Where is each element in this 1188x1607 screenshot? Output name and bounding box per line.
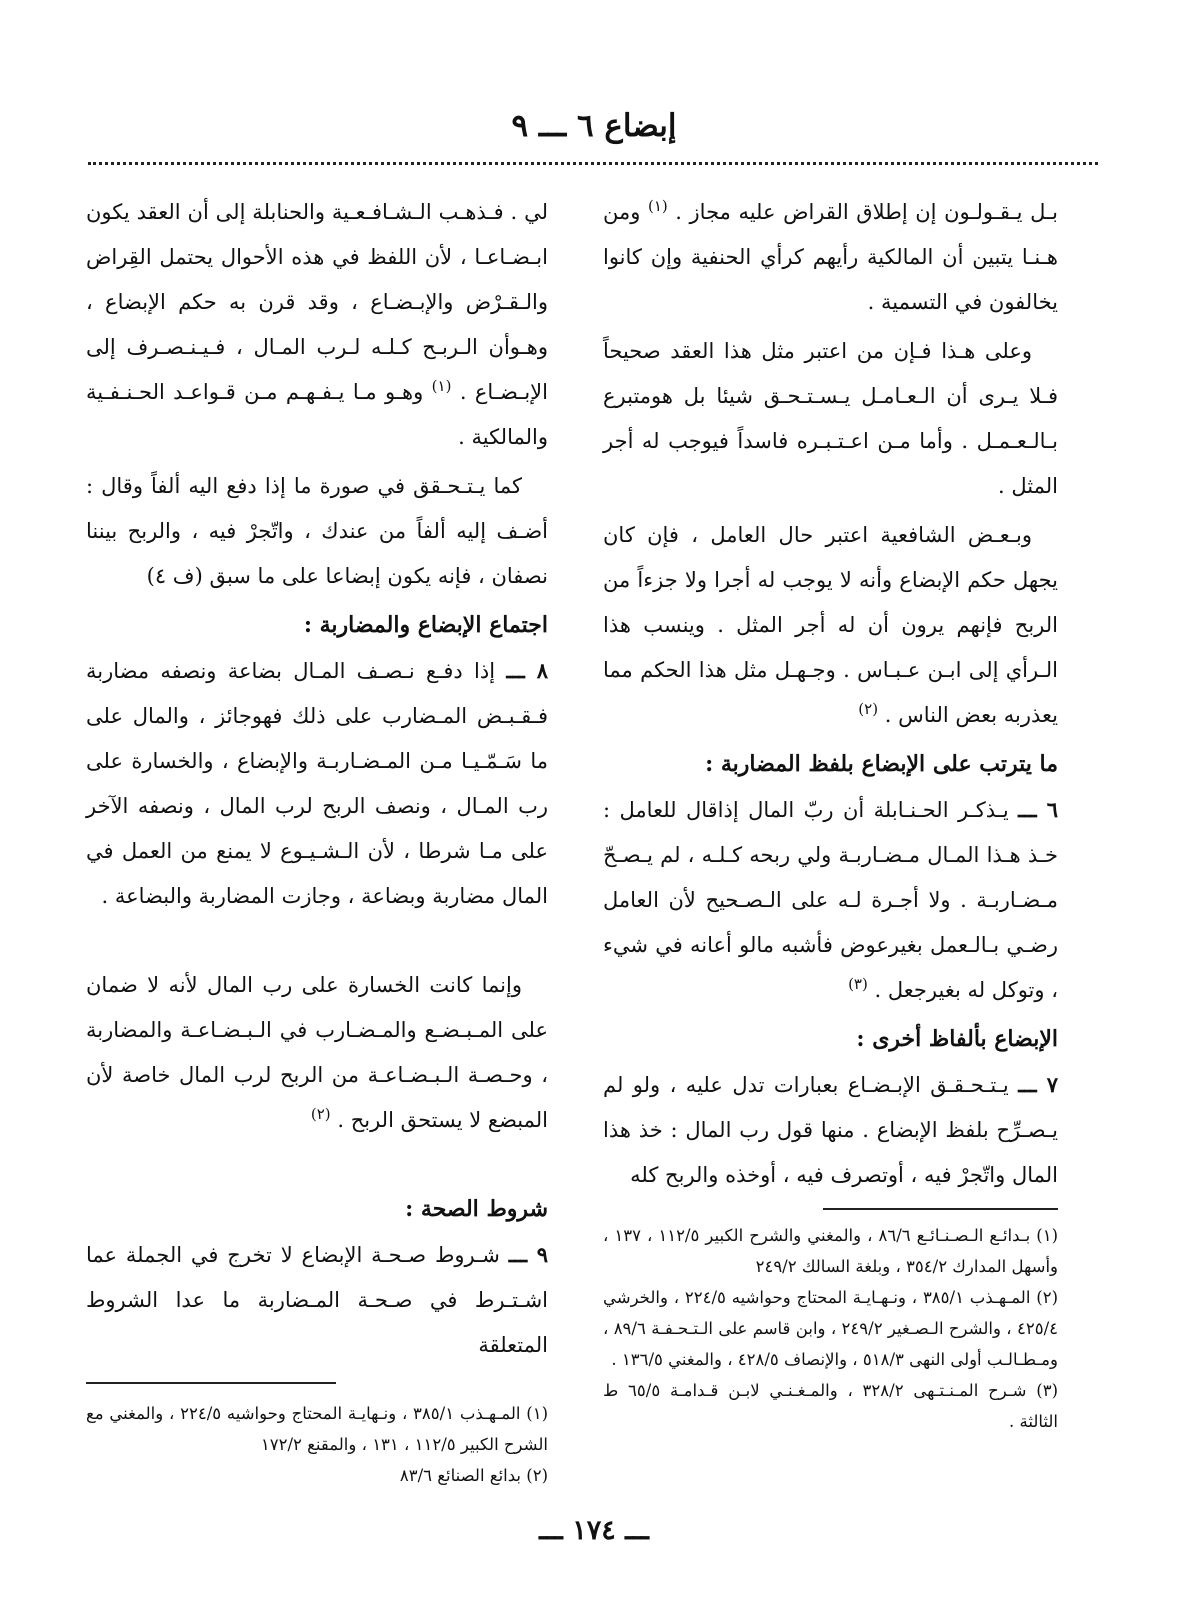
paragraph-text: إذا دفـع نـصـف المـال بضاعة ونصفه مضاربة فـقـبـض المـضارب على ذلك فهوجائز ، والمال على ما سَـمّـيـا مـن المـضـاربـة والإبضاع ، والخسارة على رب المـال ، ونصف الربح لرب المال ، ونصفه الآخر على مـا شرطا ، لأن الـشـيـوع لا يمنع من العمل في المال مضاربة وبضاعة ، وجازت المضاربة والبضاعة . xyxy=(86,659,548,908)
paragraph-text: وبـعـض الشافعية اعتبر حال العامل ، فإن كان يجهل حكم الإبضاع وأنه لا يوجب له أجرا ولا جزءاً من الربح فإنهم يرون أن له أجر المثل . وينسب هذا الـرأي إلى ابـن عـبـاس . وجـهـل مثل هذا الحكم مما يعذربه بعض الناس . xyxy=(603,523,1058,727)
footnote-ref: (٢) xyxy=(310,1105,331,1123)
paragraph-text: لي . فـذهـب الـشـافـعـية والحنابلة إلى أن العقد يكون ابـضـاعـا ، لأن اللفظ في هذه الأحوال يحتمل القِراض والـقـرْض والإبـضـاع ، وقد قرن به حكم الإبضاع ، وهـوأن الـربـح كـلـه لـرب المـال ، فـيـنـصـرف إلى الإبـضـاع . xyxy=(86,200,548,404)
left-column xyxy=(86,190,548,1491)
footnote: (٢) بدائع الصنائع ٨٣/٦ xyxy=(399,1466,548,1485)
paragraph xyxy=(86,190,548,460)
footnote-ref: (١) xyxy=(431,377,452,395)
paragraph: كما يـتـحـقق في صورة ما إذا دفع اليه ألفاً وقال : أضـف إليه ألفاً من عندك ، واتّجرْ فيه ، والربح بيننا نصفان ، فإنه يكون إبضاعا على ما سبق (ف ٤) xyxy=(86,474,548,588)
section-heading: ما يترتب على الإبضاع بلفظ المضاربة : xyxy=(705,751,1058,777)
section-heading: شروط الصحة : xyxy=(405,1196,548,1222)
header-divider xyxy=(88,162,1098,165)
right-column xyxy=(603,190,1058,1437)
footnotes xyxy=(603,1220,1058,1437)
paragraph xyxy=(603,190,1058,325)
paragraph-section-7 xyxy=(603,1062,1058,1198)
section-heading: الإبضاع بألفاظ أخرى : xyxy=(856,1026,1058,1052)
spacer xyxy=(86,1147,548,1187)
section-number: ٦ ـــ xyxy=(1018,797,1058,822)
paragraph-text: بـل يـقـولـون إن إطلاق القراض عليه مجاز . xyxy=(675,200,1058,224)
footnotes xyxy=(86,1398,548,1491)
paragraph-text: يـتـحـقـق الإبـضـاع بعبارات تدل عليه ، ولو لم يـصـرِّح بلفظ الإبضاع . منها قول رب المال : خذ هذا المال واتّجرْ فيه ، أوتصرف فيه ، أوخذه والربح كله xyxy=(603,1073,1058,1187)
paragraph-section-8 xyxy=(86,648,548,919)
paragraph-text: يـذكـر الحـنـابلة أن ربّ المال إذاقال للعامل : خـذ هـذا المـال مـضـاربـة ولي ربحه كـلـه ، لم يـصـحّ مـضـاربـة . ولا أجـرة لـه على الـصـحيح لأن العامل رضـي بـالـعمل بغيرعوض فأشبه مالو أعانه في شيء ، وتوكل له بغيرجعل . xyxy=(603,798,1058,1002)
paragraph-section-6 xyxy=(603,787,1058,1013)
section-number: ٧ ـــ xyxy=(1018,1072,1058,1097)
page-number: ـــ ١٧٤ ـــ xyxy=(539,1515,649,1546)
paragraph-text: وإنما كانت الخسارة على رب المال لأنه لا ضمان على المـبـضـع والمـضـارب في الـبـضـاعـة والمضاربة ، وحـصـة الـبـضـاعـة من الربح لرب المال خاصة لأن المبضع لا يستحق الربح . xyxy=(86,973,548,1132)
paragraph: وعلى هـذا فـإن من اعتبر مثل هذا العقد صحيحاً فـلا يـرى أن الـعـامـل يـسـتـحـق شيئا بل هومتبرع بـالـعـمـل . وأما مـن اعـتـبـره فاسداً فيوجب له أجر المثل . xyxy=(603,339,1058,498)
footnote-divider xyxy=(86,1382,336,1384)
paragraph xyxy=(603,513,1058,738)
paragraph xyxy=(86,963,548,1143)
paragraph-section-9 xyxy=(86,1232,548,1368)
footnote: (٢) المـهـذب ٣٨٥/١ ، ونـهـايـة المحتاج وحواشيه ٢٢٤/٥ ، والخرشي ٤٢٥/٤ ، والشرح الـصـغير ٢٤٩/٢ ، وابن قاسم على الـتـحـفـة ٨٩/٦ ، ومـطـالـب أولى النهى ٥١٨/٣ ، والإنصاف ٤٢٨/٥ ، والمغني ١٣٦/٥ . xyxy=(603,1288,1058,1369)
footnote-divider xyxy=(823,1208,1058,1210)
paragraph-text: شـروط صـحـة الإبضاع لا تخرج في الجملة عما اشـتـرط في صـحـة المـضاربة ما عدا الشروط المتعلقة xyxy=(86,1243,548,1357)
footnote-ref: (٣) xyxy=(848,975,868,993)
section-heading: اجتماع الإبضاع والمضاربة : xyxy=(303,612,548,638)
footnote: (١) المـهـذب ٣٨٥/١ ، ونـهايـة المحتاج وحواشيه ٢٢٤/٥ ، والمغني مع الشرح الكبير ١١٢/٥ ، ١٣١ ، والمقنع ١٧٢/٢ xyxy=(86,1404,548,1454)
footnote-ref: (١) xyxy=(647,197,668,215)
spacer xyxy=(86,923,548,963)
paragraph-text: وهـو مـا يـفـهـم مـن قـواعـد الحـنـفـية والمالكية . xyxy=(86,380,548,449)
footnote-ref: (٢) xyxy=(858,700,879,718)
page-title: إبضاع ٦ ـــ ٩ xyxy=(511,108,677,144)
section-number: ٩ ـــ xyxy=(508,1242,548,1267)
footnote: (١) بـدائـع الـصـنـائـع ٨٦/٦ ، والمغني والشرح الكبير ١١٢/٥ ، ١٣٧ ، وأسهل المدارك ٣٥٤/٢ ، وبلغة السالك ٢٤٩/٢ xyxy=(603,1226,1058,1276)
paragraph-text: ومن هـنـا يتبين أن المالكية رأيهم كرأي الحنفية وإن كانوا يخالفون في التسمية . xyxy=(603,200,1058,314)
section-number: ٨ ـــ xyxy=(506,658,548,683)
footnote: (٣) شـرح المـنـتـهى ٣٢٨/٢ ، والمـغـنـي لابـن قـدامـة ٦٥/٥ ط الثالثة . xyxy=(603,1381,1058,1431)
